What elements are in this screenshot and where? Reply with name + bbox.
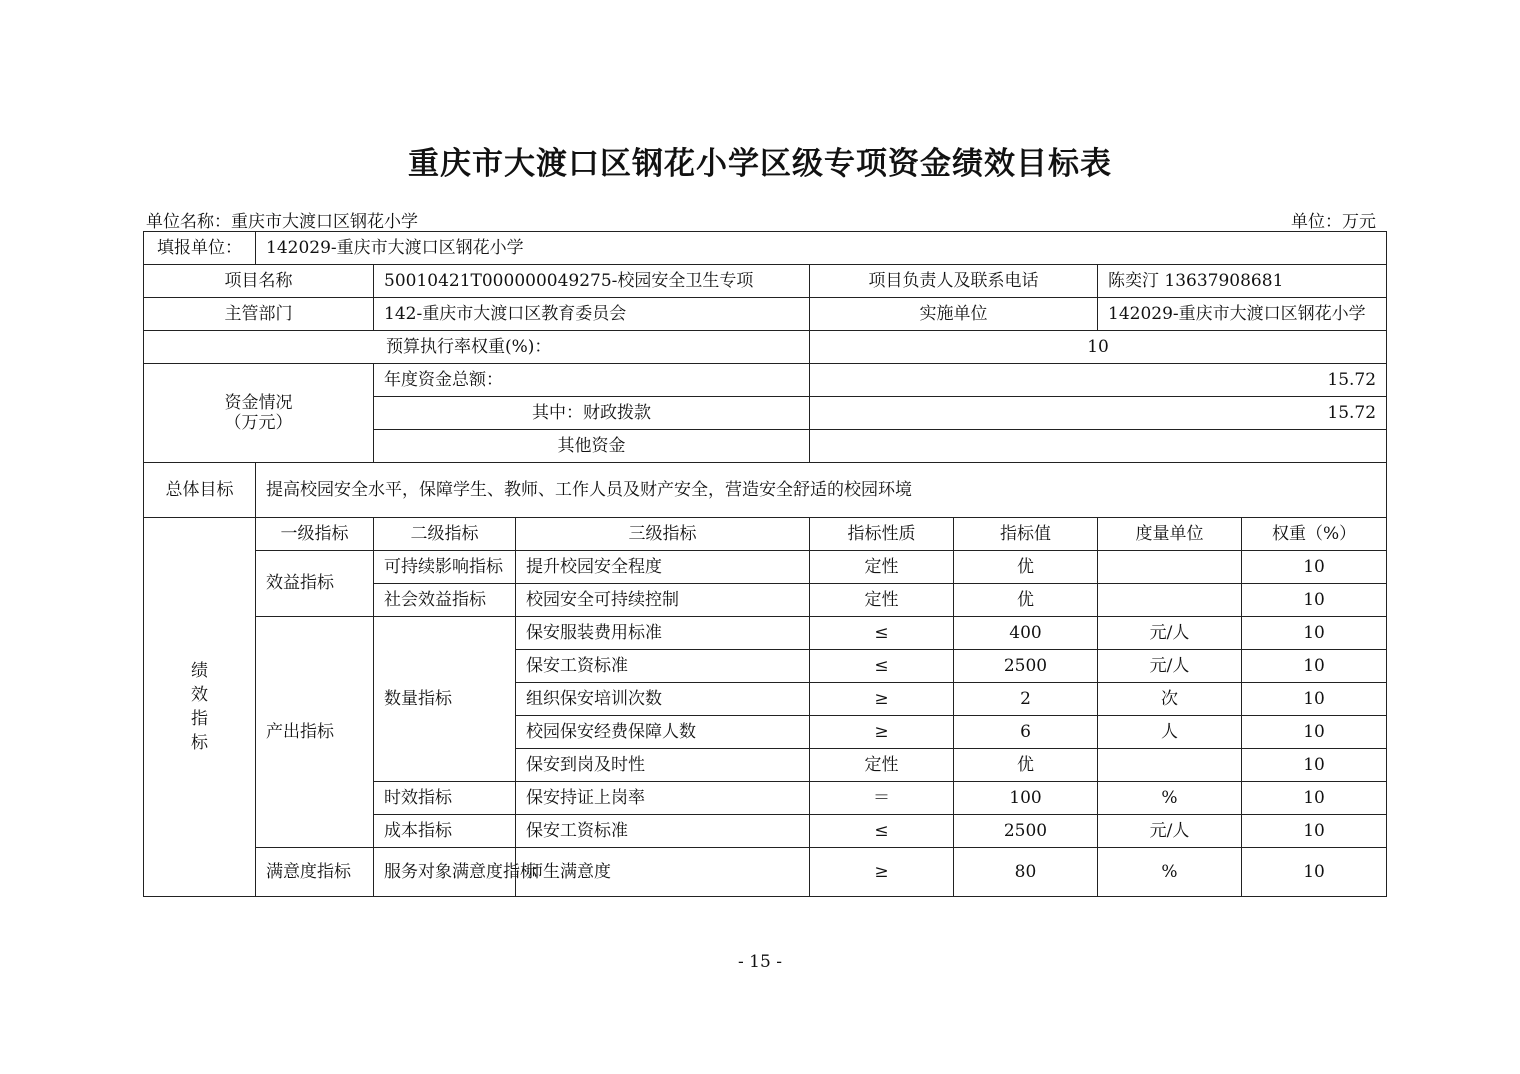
row-value: 6 <box>954 716 1098 749</box>
other-funds-value <box>810 430 1387 463</box>
row-unit: 元/人 <box>1098 815 1242 848</box>
row-value: 400 <box>954 617 1098 650</box>
row-l3: 提升校园安全程度 <box>516 551 810 584</box>
row-l3: 保安服装费用标准 <box>516 617 810 650</box>
budget-rate-row <box>144 331 1387 364</box>
goal-row <box>144 463 1387 518</box>
row-nature: 定性 <box>810 584 954 617</box>
annual-total-value: 15.72 <box>810 364 1387 397</box>
row-value: 2500 <box>954 650 1098 683</box>
row-weight: 10 <box>1242 782 1387 815</box>
goal-label: 总体目标 <box>144 463 256 518</box>
annual-total-row <box>144 364 1387 397</box>
row-weight: 10 <box>1242 584 1387 617</box>
table-row <box>144 848 1387 897</box>
header-nature: 指标性质 <box>810 518 954 551</box>
row-unit <box>1098 551 1242 584</box>
row-value: 优 <box>954 749 1098 782</box>
sub-social: 社会效益指标 <box>374 584 516 617</box>
unit-name: 单位名称：重庆市大渡口区钢花小学 <box>146 212 418 232</box>
row-l3: 组织保安培训次数 <box>516 683 810 716</box>
row-weight: 10 <box>1242 617 1387 650</box>
row-l3: 保安工资标准 <box>516 815 810 848</box>
funds-label-line2: （万元） <box>224 413 293 433</box>
header-level3: 三级指标 <box>516 518 810 551</box>
indicator-header-row <box>144 518 1387 551</box>
impl-value: 142029-重庆市大渡口区钢花小学 <box>1098 298 1387 331</box>
row-l3: 保安到岗及时性 <box>516 749 810 782</box>
performance-table <box>143 231 1387 897</box>
sub-timeliness: 时效指标 <box>374 782 516 815</box>
annual-total-label: 年度资金总额： <box>374 364 810 397</box>
dept-label: 主管部门 <box>144 298 374 331</box>
row-value: 100 <box>954 782 1098 815</box>
row-unit: 元/人 <box>1098 617 1242 650</box>
dept-row <box>144 298 1387 331</box>
row-weight: 10 <box>1242 683 1387 716</box>
row-nature: ≥ <box>810 716 954 749</box>
project-name-value: 50010421T000000049275-校园安全卫生专项 <box>374 265 810 298</box>
impl-label: 实施单位 <box>810 298 1098 331</box>
table-row <box>144 617 1387 650</box>
row-value: 2500 <box>954 815 1098 848</box>
row-value: 2 <box>954 683 1098 716</box>
row-l3: 师生满意度 <box>516 848 810 897</box>
funds-label-line1: 资金情况 <box>224 392 293 413</box>
row-weight: 10 <box>1242 749 1387 782</box>
currency-unit: 单位：万元 <box>1291 212 1376 232</box>
other-funds-label: 其他资金 <box>374 430 810 463</box>
row-l3: 保安工资标准 <box>516 650 810 683</box>
fill-unit-label: 填报单位： <box>144 232 256 265</box>
row-l3: 保安持证上岗率 <box>516 782 810 815</box>
sub-quantity: 数量指标 <box>374 617 516 782</box>
fill-unit-row <box>144 232 1387 265</box>
row-nature: ≤ <box>810 617 954 650</box>
row-unit: % <box>1098 848 1242 897</box>
row-unit <box>1098 584 1242 617</box>
row-weight: 10 <box>1242 551 1387 584</box>
sub-sustain: 可持续影响指标 <box>374 551 516 584</box>
goal-value: 提高校园安全水平，保障学生、教师、工作人员及财产安全，营造安全舒适的校园环境 <box>256 463 1387 518</box>
page-title: 重庆市大渡口区钢花小学区级专项资金绩效目标表 <box>408 146 1112 182</box>
header-level2: 二级指标 <box>374 518 516 551</box>
row-weight: 10 <box>1242 848 1387 897</box>
row-weight: 10 <box>1242 650 1387 683</box>
fill-unit-value: 142029-重庆市大渡口区钢花小学 <box>256 232 1387 265</box>
row-unit: 次 <box>1098 683 1242 716</box>
funds-label <box>144 364 374 463</box>
group-benefit: 效益指标 <box>256 551 374 617</box>
fiscal-label: 其中：财政拨款 <box>374 397 810 430</box>
perf-label: 绩效指标 <box>191 661 208 753</box>
row-unit: % <box>1098 782 1242 815</box>
fiscal-value: 15.72 <box>810 397 1387 430</box>
row-nature: ≤ <box>810 650 954 683</box>
header-level1: 一级指标 <box>256 518 374 551</box>
group-output: 产出指标 <box>256 617 374 848</box>
sub-service: 服务对象满意度指标 <box>374 848 516 897</box>
row-l3: 校园保安经费保障人数 <box>516 716 810 749</box>
table-row <box>144 551 1387 584</box>
row-unit <box>1098 749 1242 782</box>
row-weight: 10 <box>1242 815 1387 848</box>
row-value: 优 <box>954 551 1098 584</box>
budget-rate-value: 10 <box>810 331 1387 364</box>
row-value: 优 <box>954 584 1098 617</box>
sub-cost: 成本指标 <box>374 815 516 848</box>
header-value: 指标值 <box>954 518 1098 551</box>
row-nature: 定性 <box>810 749 954 782</box>
row-weight: 10 <box>1242 716 1387 749</box>
contact-value: 陈奕汀 13637908681 <box>1098 265 1387 298</box>
row-value: 80 <box>954 848 1098 897</box>
budget-rate-label: 预算执行率权重(%)： <box>144 331 810 364</box>
dept-value: 142-重庆市大渡口区教育委员会 <box>374 298 810 331</box>
row-nature: ≥ <box>810 848 954 897</box>
row-nature: ＝ <box>810 782 954 815</box>
row-nature: ≥ <box>810 683 954 716</box>
header-unit: 度量单位 <box>1098 518 1242 551</box>
group-satisfaction: 满意度指标 <box>256 848 374 897</box>
header-weight: 权重（%） <box>1242 518 1387 551</box>
row-l3: 校园安全可持续控制 <box>516 584 810 617</box>
row-unit: 人 <box>1098 716 1242 749</box>
perf-label-cell <box>144 518 256 897</box>
row-unit: 元/人 <box>1098 650 1242 683</box>
row-nature: 定性 <box>810 551 954 584</box>
project-name-label: 项目名称 <box>144 265 374 298</box>
contact-label: 项目负责人及联系电话 <box>810 265 1098 298</box>
row-nature: ≤ <box>810 815 954 848</box>
project-row <box>144 265 1387 298</box>
page-number: - 15 - <box>738 952 782 972</box>
